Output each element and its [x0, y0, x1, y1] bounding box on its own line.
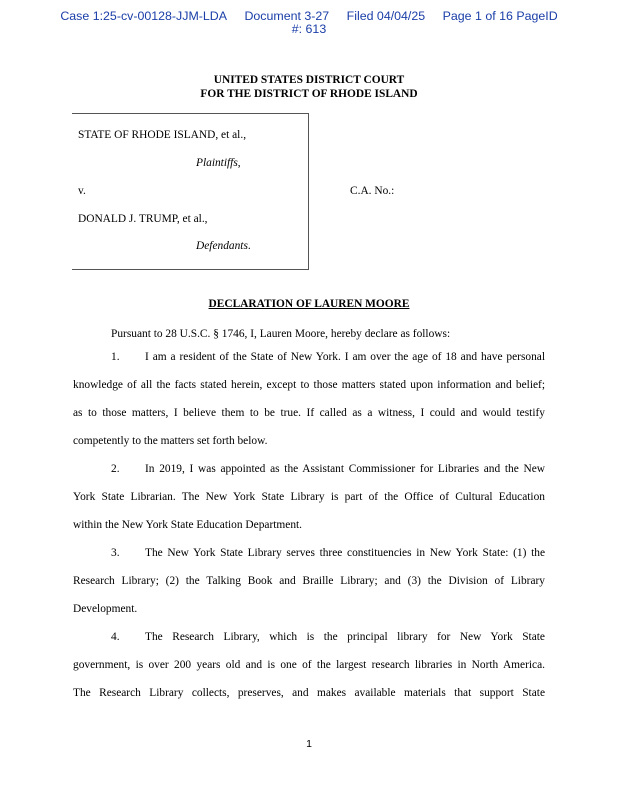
page-id: #: 613	[291, 22, 327, 36]
paragraph-number: 1.	[111, 351, 120, 363]
court-title-line2: FOR THE DISTRICT OF RHODE ISLAND	[200, 88, 418, 100]
caption-versus: v.	[78, 185, 86, 197]
paragraph-line: In 2019, I was appointed as the Assistant Commissioner for Libraries and the New	[145, 463, 545, 475]
caption-defendant: DONALD J. TRUMP, et al.,	[78, 213, 208, 225]
caption-defendant-role: Defendants.	[196, 240, 251, 252]
page-count: Page 1 of 16 PageID	[442, 9, 558, 23]
paragraph-number: 2.	[111, 463, 120, 475]
paragraph-line: government, is over 200 years old and is one of the largest research libraries in North America.	[73, 659, 545, 671]
paragraph-line: knowledge of all the facts stated herein, except to those matters stated upon information and belief;	[73, 379, 545, 391]
paragraph-line: Research Library; (2) the Talking Book and Braille Library; and (3) the Division of Library	[73, 575, 545, 587]
intro-paragraph: Pursuant to 28 U.S.C. § 1746, I, Lauren Moore, hereby declare as follows:	[111, 328, 451, 340]
paragraph-number: 4.	[111, 631, 120, 643]
caption-plaintiff: STATE OF RHODE ISLAND, et al.,	[78, 129, 247, 141]
paragraph-line: York State Librarian. The New York State Library is part of the Office of Cultural Education	[73, 491, 545, 503]
declaration-title: DECLARATION OF LAUREN MOORE	[208, 298, 410, 310]
case-number: Case 1:25-cv-00128-JJM-LDA	[60, 9, 227, 23]
caption-plaintiff-role: Plaintiffs,	[196, 157, 241, 169]
paragraph-line: within the New York State Education Department.	[73, 519, 303, 531]
filed-date: Filed 04/04/25	[346, 9, 426, 23]
paragraph-line: The Research Library collects, preserves, and makes available materials that support State	[73, 687, 545, 699]
document-number: Document 3-27	[244, 9, 330, 23]
paragraph-line: I am a resident of the State of New York. I am over the age of 18 and have personal	[145, 351, 545, 363]
paragraph-line: The Research Library, which is the principal library for New York State	[145, 631, 545, 643]
paragraph-line: as to those matters, I believe them to be true. If called as a witness, I could and would testify	[73, 407, 545, 419]
caption-case-no: C.A. No.:	[350, 185, 395, 197]
ecf-header	[0, 10, 618, 36]
court-title-line1: UNITED STATES DISTRICT COURT	[213, 74, 405, 86]
paragraph-number: 3.	[111, 547, 120, 559]
paragraph-line: competently to the matters set forth below.	[73, 435, 268, 447]
paragraph-line: Development.	[73, 603, 138, 615]
page-number: 1	[306, 738, 312, 750]
paragraph-line: The New York State Library serves three constituencies in New York State: (1) the	[145, 547, 545, 559]
court-title	[0, 73, 618, 101]
